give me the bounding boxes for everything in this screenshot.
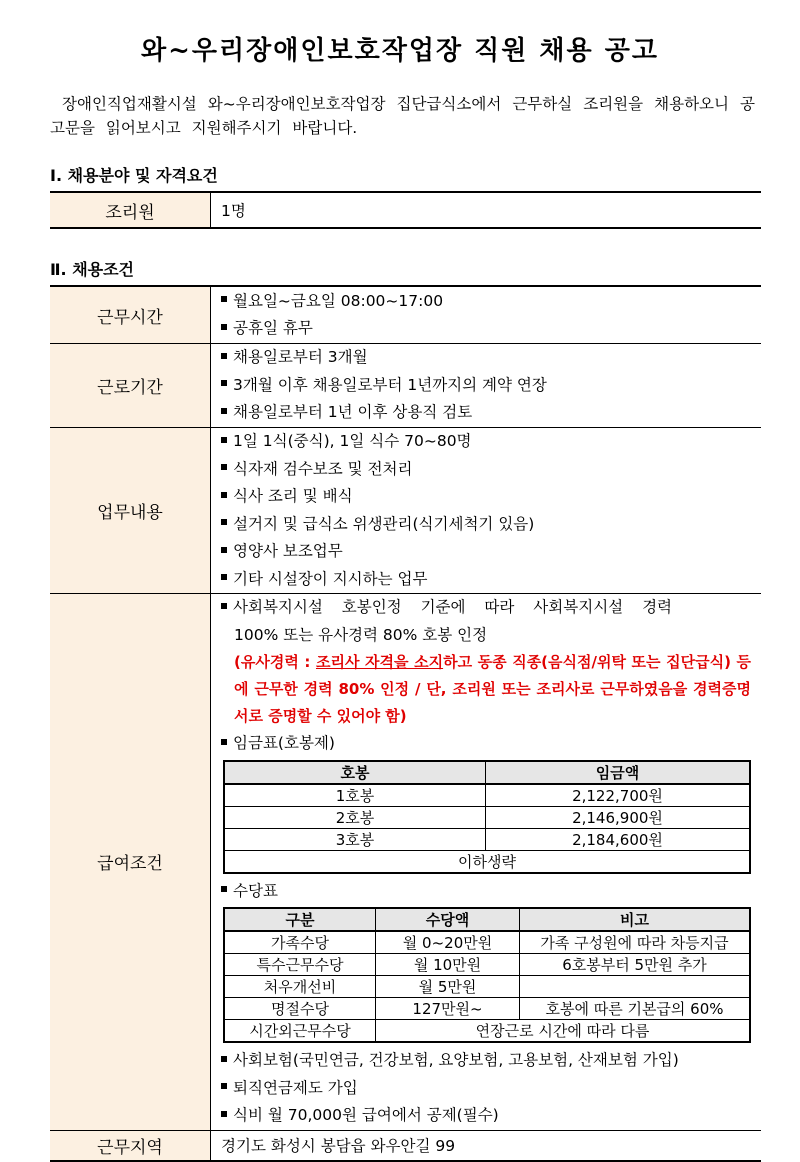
wage-header: 호봉: [224, 761, 486, 784]
list-item: 퇴직연금제도 가입: [221, 1075, 761, 1103]
bullet-icon: [221, 886, 227, 892]
table-row: 처우개선비 월 5만원: [224, 976, 750, 998]
duties-row: [50, 428, 761, 594]
bullet-icon: [221, 408, 227, 414]
location-value: 경기도 화성시 봉담읍 와우안길 99: [211, 1130, 762, 1161]
table-row: 시간외근무수당 연장근로 시간에 따라 다름: [224, 1020, 750, 1043]
salary-label: 급여조건: [50, 594, 211, 1131]
allowance-table: [223, 907, 751, 1043]
bullet-icon: [221, 492, 227, 498]
list-item: 사회보험(국민연금, 건강보험, 요양보험, 고용보험, 산재보험 가입): [221, 1047, 761, 1075]
work-period-values: [211, 344, 762, 428]
bullet-icon: [221, 437, 227, 443]
section1-table: [50, 191, 761, 229]
table-row: 2호봉 2,146,900원: [224, 806, 750, 828]
allowance-table-title: 수당표: [221, 878, 761, 906]
section1-heading: Ⅰ. 채용분야 및 자격요건: [50, 166, 218, 185]
bullet-icon: [221, 324, 227, 330]
bullet-icon: [221, 464, 227, 470]
duties-values: [211, 428, 762, 594]
section2-heading: Ⅱ. 채용조건: [50, 260, 135, 279]
work-period-label: 근로기간: [50, 344, 211, 428]
allowance-header: 비고: [520, 908, 751, 931]
bullet-icon: [221, 547, 227, 553]
position-label: 조리원: [50, 192, 211, 228]
bullet-icon: [221, 1056, 227, 1062]
wage-table: [223, 760, 751, 874]
list-item: 3개월 이후 채용일로부터 1년까지의 계약 연장: [221, 372, 761, 400]
work-hours-row: [50, 286, 761, 344]
table-row: 1호봉 2,122,700원: [224, 784, 750, 807]
bullet-icon: [221, 380, 227, 386]
bullet-icon: [221, 574, 227, 580]
allowance-header: 구분: [224, 908, 376, 931]
list-item: 설거지 및 급식소 위생관리(식기세척기 있음): [221, 511, 761, 539]
wage-table-title: 임금표(호봉제): [221, 730, 761, 758]
work-hours-label: 근무시간: [50, 286, 211, 344]
bullet-icon: [221, 519, 227, 525]
list-item: 1일 1식(중식), 1일 식수 70~80명: [221, 428, 761, 456]
list-item: 식비 월 70,000원 급여에서 공제(필수): [221, 1102, 761, 1130]
list-item: 식사 조리 및 배식: [221, 483, 761, 511]
location-row: [50, 1130, 761, 1161]
list-item: 식자재 검수보조 및 전처리: [221, 456, 761, 484]
career-text: 사회복지시설 호봉인정 기준에 따라 사회복지시설 경력 100% 또는 유사경력 80% 호봉 인정: [221, 594, 761, 649]
list-item: 채용일로부터 3개월: [221, 344, 761, 372]
list-item: 영양사 보조업무: [221, 538, 761, 566]
bullet-icon: [221, 1111, 227, 1117]
table-row: 명절수당 127만원~ 호봉에 따른 기본급의 60%: [224, 998, 750, 1020]
career-note: (유사경력 : 조리사 자격을 소지하고 동종 직종(음식점/위탁 또는 집단급식) 등에 근무한 경력 80% 인정 / 단, 조리원 또는 조리사로 근무하였음을 경력증명서로 증명할 수 있어야 함): [234, 653, 751, 725]
bullet-icon: [221, 1083, 227, 1089]
intro-paragraph: 장애인직업재활시설 와~우리장애인보호작업장 집단급식소에서 근무하실 조리원을 채용하오니 공고문을 읽어보시고 지원해주시기 바랍니다.: [50, 95, 755, 137]
list-item: 기타 시설장이 지시하는 업무: [221, 566, 761, 594]
list-item: 공휴일 휴무: [221, 315, 761, 343]
salary-values: [211, 594, 762, 1131]
bullet-icon: [221, 603, 227, 609]
table-row: 가족수당 월 0~20만원 가족 구성원에 따라 차등지급: [224, 931, 750, 954]
table-row: 이하생략: [224, 850, 750, 873]
salary-row: [50, 594, 761, 1131]
bullet-icon: [221, 353, 227, 359]
table-row: 특수근무수당 월 10만원 6호봉부터 5만원 추가: [224, 954, 750, 976]
wage-header: 임금액: [486, 761, 751, 784]
work-hours-values: [211, 286, 762, 344]
section2-table: [50, 285, 761, 1162]
allowance-header: 수당액: [376, 908, 520, 931]
position-count: 1명: [211, 192, 762, 228]
work-period-row: [50, 344, 761, 428]
location-label: 근무지역: [50, 1130, 211, 1161]
bullet-icon: [221, 739, 227, 745]
list-item: 월요일~금요일 08:00~17:00: [221, 288, 761, 316]
duties-label: 업무내용: [50, 428, 211, 594]
table-row: 3호봉 2,184,600원: [224, 828, 750, 850]
page-title: 와~우리장애인보호작업장 직원 채용 공고: [141, 36, 659, 66]
list-item: 채용일로부터 1년 이후 상용직 검토: [221, 399, 761, 427]
bullet-icon: [221, 296, 227, 302]
